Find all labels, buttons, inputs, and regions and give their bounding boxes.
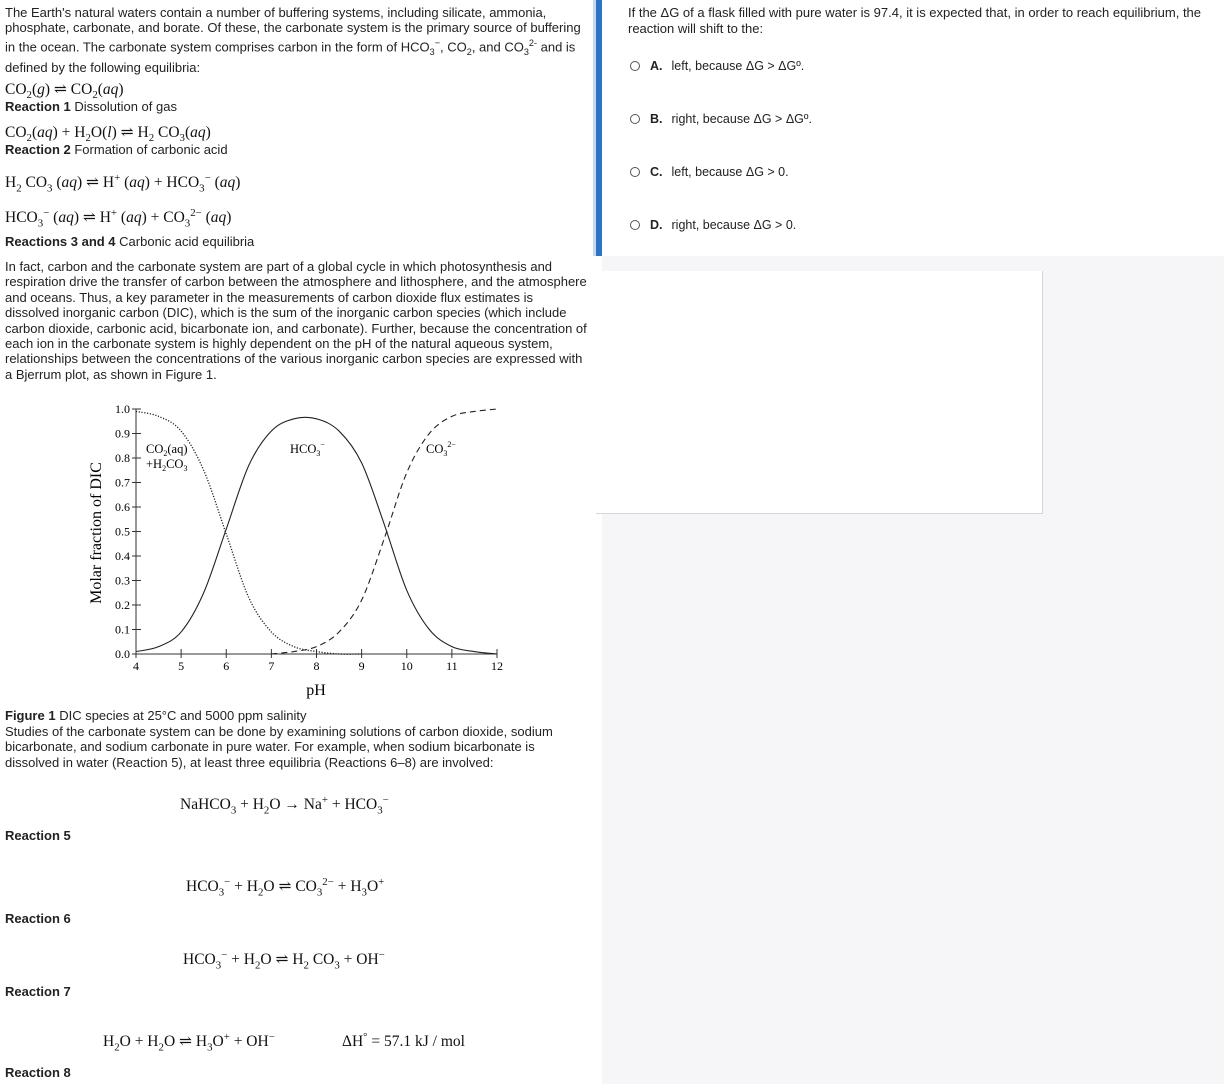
option-text: left, because ΔG > ΔGº. [671,59,805,73]
s: 3 [361,886,367,899]
i: aq [129,174,145,192]
curve-label-co2 [146,442,188,458]
sub: 2 [466,46,472,57]
s: 2 [163,449,168,458]
x-tick-label: 12 [491,659,503,673]
t: + OH [229,1033,269,1051]
y-tick-label: 0.4 [115,549,130,563]
t: O ⇌ CO [263,878,317,896]
s: 2 [158,1041,164,1054]
t: O + H [119,1033,159,1051]
s: 2 [263,804,270,817]
option-text: right, because ΔG > ΔGº. [671,112,812,126]
reaction7-equation [183,949,385,971]
y-tick-label: 0.8 [115,451,130,465]
reaction1-equation [5,80,124,101]
bjerrum-plot [0,395,593,705]
t: ( [120,174,130,192]
curve-label-hco3 [290,440,325,458]
reaction7-label: Reaction 7 [5,984,71,999]
reaction1-caption [5,99,177,114]
t: CO [166,457,184,471]
t: + H [333,878,362,896]
s: 2 [257,886,264,899]
y-tick-label: 0.7 [115,475,130,490]
s: 3 [199,182,205,195]
i: aq [58,209,74,227]
reaction2-equation [5,123,211,144]
option-b[interactable] [630,112,812,126]
t: CO [426,442,444,456]
s: 2 [85,132,91,145]
option-c[interactable] [630,165,789,179]
t: O( [90,124,108,141]
s: 3 [443,449,448,458]
option-letter: A. [650,59,663,73]
reaction2-caption [5,142,228,157]
explanation-area [596,271,1043,514]
t: ) + CO [141,209,185,227]
s: 2 [26,132,32,145]
sub: 3 [429,46,435,57]
question-panel [602,0,1224,1084]
sup: 2- [528,37,537,48]
t: CO [5,124,27,141]
t: Carbonic acid equilibria [115,234,255,249]
reaction5-equation [180,794,389,816]
b: Figure 1 [5,708,56,723]
s: 2 [254,959,261,972]
y-tick-label: 0.1 [115,622,130,637]
t: ΔH [342,1033,364,1051]
s: 2 [16,182,22,195]
t: + OH [339,951,379,969]
i: aq [219,174,236,192]
s: − [268,1031,275,1043]
s: 3 [207,1041,213,1054]
s: 2− [322,876,334,888]
reaction6-label: Reaction 6 [5,911,71,926]
question-text: If the ΔG of a flask filled with pure water is 97.4, it is expected that, in order to reach equilibrium, the reaction will shift to the: [628,5,1202,36]
t: H [103,1033,115,1051]
reaction6-equation [186,876,384,898]
i: l [107,124,112,141]
t: ) ⇌ H [111,124,149,141]
s: 3 [334,959,340,972]
reaction8-equation [103,1031,275,1053]
radio-icon[interactable] [630,220,640,230]
i: aq [61,174,78,192]
reaction4-equation [5,207,231,229]
y-tick-label: 0.5 [115,524,130,539]
s: 3 [184,217,191,230]
y-tick-label: 0.9 [115,426,130,441]
s: 2 [162,464,167,473]
t: CO [154,124,180,141]
t: + H [230,878,258,896]
option-text: right, because ΔG > 0. [671,218,797,232]
t: ( [201,209,211,227]
sup: − [434,37,441,48]
t: CO [308,951,335,969]
s: + [223,1031,230,1043]
reaction8-label: Reaction 8 [5,1065,71,1080]
s: 2 [114,1041,120,1054]
s: − [224,876,231,888]
t: = 57.1 kJ / mol [367,1033,465,1051]
option-d[interactable] [630,218,796,232]
y-tick-label: 0.6 [115,500,130,514]
t: HCO [183,951,216,969]
s: + [110,207,118,219]
y-tick-label: 0.3 [115,573,130,588]
s: − [378,949,385,961]
reaction34-caption [5,234,254,249]
x-tick-label: 10 [400,659,413,673]
t: ( [31,81,38,98]
option-letter: D. [650,218,663,232]
t: NaHCO [180,796,231,814]
t: ( [97,81,103,98]
t: O ⇌ H [260,951,304,969]
s: 3 [316,449,321,458]
reaction8-enthalpy [342,1031,465,1051]
option-a[interactable] [630,59,804,73]
s: 2− [190,207,202,219]
t: DIC species at 25°C and 5000 ppm salinity [55,708,307,723]
question-card [602,0,1224,256]
s: 3 [215,959,222,972]
x-tick-label: 11 [446,659,458,673]
option-letter: B. [650,112,663,126]
s: 3 [37,217,44,230]
t: ) ⇌ H [73,209,111,227]
i: g [37,81,45,98]
t: ) + HCO [144,174,200,192]
i: aq [37,124,53,141]
s: − [204,172,211,184]
t: ( [31,124,38,141]
t: O [366,878,379,896]
t: ) [205,124,211,141]
y-tick-label: 1.0 [115,402,130,416]
s: 3 [183,464,188,473]
s: + [114,172,121,184]
b: Reaction 2 [5,142,71,157]
i: aq [102,81,119,98]
figure-caption [5,708,306,723]
reaction5-label: Reaction 5 [5,828,71,843]
t: CO [146,442,164,456]
x-tick-label: 8 [313,659,320,673]
s: 2 [92,89,98,102]
t: +H [146,457,163,471]
b: Reactions 3 and 4 [5,234,116,249]
t: ) ⇌ H [77,174,115,192]
t: HCO [5,209,38,227]
curve-label-h2co3 [146,457,187,473]
y-axis-label: Molar fraction of DIC [88,462,105,604]
x-tick-label: 7 [268,659,275,673]
t: Formation of carbonic acid [70,142,228,157]
t: ) ⇌ CO [44,81,93,98]
s: 3 [47,182,53,195]
s: 2 [303,959,309,972]
option-text: left, because ΔG > 0. [671,165,789,179]
s: 2 [26,89,32,102]
b: Reaction 1 [5,99,71,114]
t: (aq) [167,442,188,456]
y-tick-label: 0.0 [115,647,130,661]
intro-paragraph [5,5,587,76]
t: CO [5,81,27,98]
text: , and CO [471,39,524,55]
s: 3 [179,132,185,145]
t: + HCO [328,796,378,814]
x-axis-label: pH [306,682,326,699]
reaction3-equation [5,172,240,194]
s: 2− [447,440,456,449]
t: O → Na [269,796,322,814]
t: + H [227,951,255,969]
radio-icon[interactable] [630,61,640,71]
radio-icon[interactable] [630,167,640,177]
t: O ⇌ H [163,1033,208,1051]
t: + H [236,796,264,814]
i: aq [126,209,142,227]
x-tick-label: 9 [358,659,365,673]
radio-icon[interactable] [630,114,640,124]
s: 2 [148,132,155,145]
s: 3 [316,886,323,899]
passage-panel [0,0,593,1084]
paragraph-2: In fact, carbon and the carbonate system are part of a global cycle in which photosynthesis and respiration drive the transfer of carbon between the atmosphere and lithosphere, and the atmosphere and oceans. Thus, a key parameter in the measurements of carbon dioxide flux estimates is dissolved inorganic carbon (DIC), which is the sum of the inorganic carbon species (which include carbon dioxide, carbonic acid, bicarbonate ion, and carbonate). Further, because the concentration of each ion in the carbonate system is highly dependent on the pH of the natural aqueous system, relationships between the concentrations of the various inorganic carbon species are expressed with a Bjerrum plot, as shown in Figure 1. [5,259,587,382]
t: CO [21,174,48,192]
t: H [5,174,17,192]
s: − [382,794,389,806]
s: + [378,876,385,888]
t: Dissolution of gas [70,99,177,114]
text: , CO [440,39,467,55]
t: ( [210,174,220,192]
t: ( [49,209,59,227]
intro-text: The Earth's natural waters contain a number of buffering systems, including silicate, ammonia, phosphate, carbonate, and borate. Of these, the carbonate system is the primary source of buffering in the ocean. The carbonate system comprises carbon in the form of HCO [5,5,581,55]
s: 3 [218,886,225,899]
option-letter: C. [650,165,663,179]
s: 3 [230,804,237,817]
paragraph-3: Studies of the carbonate system can be done by examining solutions of carbon dioxide, sodium bicarbonate, and sodium carbonate in pure water. For example, when sodium bicarbonate is dissolved in water (Reaction 5), at least three equilibria (Reactions 6–8) are involved: [5,724,553,770]
text: and is defined by the following equilibria: [5,39,576,76]
x-tick-label: 6 [223,659,230,673]
t: HCO [186,878,219,896]
t: HCO [290,442,317,456]
s: − [221,949,228,961]
s: ° [363,1031,368,1043]
t: ) [235,174,241,192]
t: ) [118,81,124,98]
t: ( [184,124,191,141]
t: ) + H [52,124,86,141]
s: − [43,207,50,219]
s: − [320,440,325,449]
y-tick-label: 0.2 [115,598,130,612]
s: + [321,794,328,806]
x-tick-label: 4 [133,659,139,673]
i: aq [190,124,206,141]
s: 3 [377,804,383,817]
t: O [212,1033,224,1051]
sub: 3 [523,46,529,57]
x-tick-label: 5 [178,659,185,673]
t: ( [52,174,62,192]
i: aq [210,209,227,227]
curve-label-co3 [426,440,456,458]
t: ( [117,209,127,227]
t: ) [226,209,232,227]
